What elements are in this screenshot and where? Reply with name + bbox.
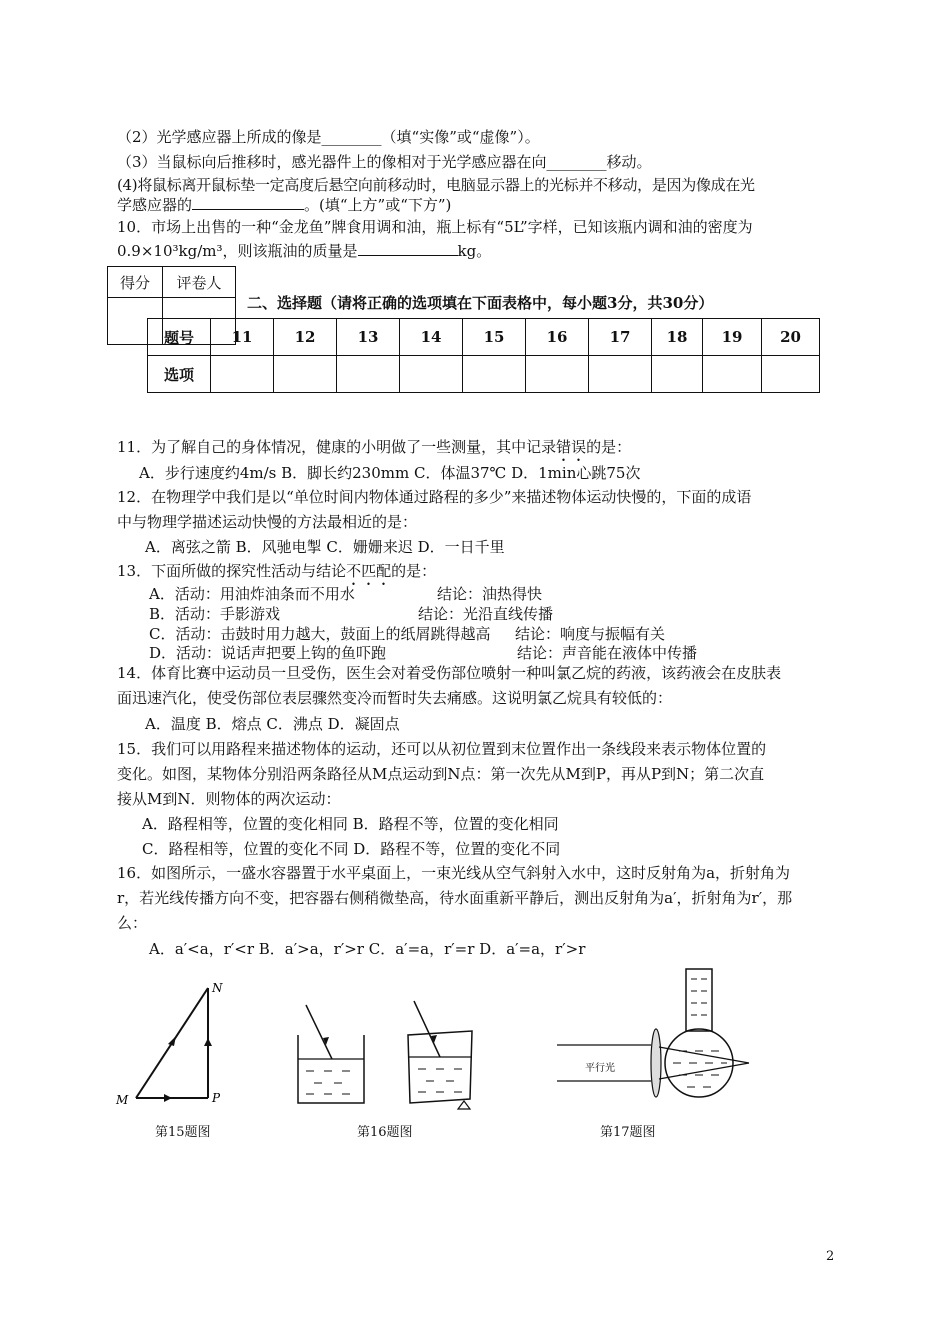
q14-options: A．温度 B．熔点 C．沸点 D．凝固点 [145, 715, 400, 733]
label-p: P [212, 1091, 221, 1105]
q-number: 11 [211, 319, 274, 356]
answer-table-header-row [148, 319, 820, 356]
q-number: 12 [274, 319, 337, 356]
figure-16 [290, 995, 490, 1125]
figure-17 [555, 965, 775, 1125]
answer-cell[interactable] [400, 356, 463, 393]
q15-line-a: 15．我们可以用路程来描述物体的运动，还可以从初位置到末位置作出一条线段来表示物体位置的 [117, 740, 767, 758]
q13-option-c-conclusion: 结论：响度与振幅有关 [515, 625, 666, 643]
parallel-light-label: 平行光 [585, 1063, 615, 1074]
q13-option-c: C．活动：击鼓时用力越大，鼓面上的纸屑跳得越高 [149, 625, 491, 643]
q12-options: A．离弦之箭 B．风驰电掣 C．姗姗来迟 D．一日千里 [145, 538, 505, 556]
figure-15 [110, 980, 230, 1110]
q13-option-d: D．活动：说话声把要上钩的鱼吓跑 [149, 644, 387, 662]
row-label: 选项 [148, 356, 211, 393]
answer-cell[interactable] [762, 356, 820, 393]
q15-options-ab: A．路程相等，位置的变化相同 B．路程不等，位置的变化相同 [142, 815, 559, 833]
q-number: 17 [589, 319, 652, 356]
q16-line-c: 么： [117, 914, 148, 932]
section-title: 二、选择题（请将正确的选项填在下面表格中，每小题3分，共30分） [247, 294, 714, 312]
q14-line-a: 14．体育比赛中运动员一旦受伤，医生会对着受伤部位喷射一种叫氯乙烷的药液，该药液会在皮肤表 [117, 664, 782, 682]
blank[interactable] [358, 241, 458, 256]
q-number: 16 [526, 319, 589, 356]
q-number: 14 [400, 319, 463, 356]
q16-line-a: 16．如图所示，一盛水容器置于水平桌面上，一束光线从空气斜射入水中，这时反射角为a，折射角为 [117, 864, 791, 882]
q15-options-cd: C．路程相等，位置的变化不同 D．路程不等，位置的变化不同 [142, 840, 561, 858]
label-m: M [116, 1093, 129, 1107]
page-number: 2 [826, 1249, 835, 1264]
q-number: 13 [337, 319, 400, 356]
answer-table [147, 318, 820, 393]
q16-options: A．a′<a，r′<r B．a′>a，r′>r C．a′=a，r′=r D．a′=a，r′>r [149, 940, 586, 958]
answer-cell[interactable] [274, 356, 337, 393]
answer-cell[interactable] [526, 356, 589, 393]
q9-2-line: （2）光学感应器上所成的像是________（填“实像”或“虚像”）。 [117, 128, 540, 146]
q-number: 19 [703, 319, 762, 356]
q13-option-d-conclusion: 结论：声音能在液体中传播 [517, 644, 698, 662]
q15-line-c: 接从M到N．则物体的两次运动： [117, 790, 341, 808]
q13-option-a: A．活动：用油炸油条而不用水 [149, 585, 355, 603]
answer-cell[interactable] [463, 356, 526, 393]
q9-3-line: （3）当鼠标向后推移时，感光器件上的像相对于光学感应器在向________移动。 [117, 153, 652, 171]
q12-line-b: 中与物理学描述运动快慢的方法最相近的是： [117, 513, 418, 531]
q13-option-a-conclusion: 结论：油热得快 [437, 585, 543, 603]
q14-line-b: 面迅速汽化，使受伤部位表层骤然变冷而暂时失去痛感。这说明氯乙烷具有较低的： [117, 689, 673, 707]
figure-16-caption: 第16题图 [357, 1125, 413, 1140]
answer-cell[interactable] [589, 356, 652, 393]
q15-line-b: 变化。如图，某物体分别沿两条路径从M点运动到N点：第一次先从M到P，再从P到N；第二次直 [117, 765, 765, 783]
q-number: 15 [463, 319, 526, 356]
answer-cell[interactable] [652, 356, 703, 393]
q13-line: 13．下面所做的探究性活动与结论不匹配的是： [117, 562, 437, 580]
figure-15-caption: 第15题图 [155, 1125, 211, 1140]
score-header: 得分 [108, 267, 163, 298]
q-number: 20 [762, 319, 820, 356]
blank[interactable] [192, 195, 304, 210]
figure-17-caption: 第17题图 [600, 1125, 656, 1140]
label-n: N [212, 981, 223, 995]
q16-line-b: r，若光线传播方向不变，把容器右侧稍微垫高，待水面重新平静后，测出反射角为a′，折射角为r′，那 [117, 889, 793, 907]
q11-options: A．步行速度约4m/s B．脚长约230mm C．体温37℃ D．1min心跳75次 [139, 464, 641, 482]
answer-cell[interactable] [337, 356, 400, 393]
answer-cell[interactable] [703, 356, 762, 393]
q9-4-line-b: 学感应器的 。(填“上方”或“下方”) [117, 196, 452, 214]
grader-header: 评卷人 [163, 267, 236, 298]
q12-line-a: 12．在物理学中我们是以“单位时间内物体通过路程的多少”来描述物体运动快慢的，下面的成语 [117, 488, 752, 506]
q-number: 18 [652, 319, 703, 356]
q10-line-b: 0.9×10³kg/m³，则该瓶油的质量是 kg。 [117, 242, 492, 260]
q9-4-line-a: (4)将鼠标离开鼠标垫一定高度后悬空向前移动时，电脑显示器上的光标并不移动，是因为像成在光 [117, 176, 755, 194]
q11-line: 11．为了解自己的身体情况，健康的小明做了一些测量，其中记录错误的是： [117, 438, 632, 456]
answer-table-answer-row [148, 356, 820, 393]
q13-option-b: B．活动：手影游戏 [149, 605, 281, 623]
q10-line-a: 10．市场上出售的一种“金龙鱼”牌食用调和油，瓶上标有“5L”字样，已知该瓶内调和油的密度为 [117, 218, 753, 236]
q13-option-b-conclusion: 结论：光沿直线传播 [418, 605, 554, 623]
answer-cell[interactable] [211, 356, 274, 393]
row-label: 题号 [148, 319, 211, 356]
